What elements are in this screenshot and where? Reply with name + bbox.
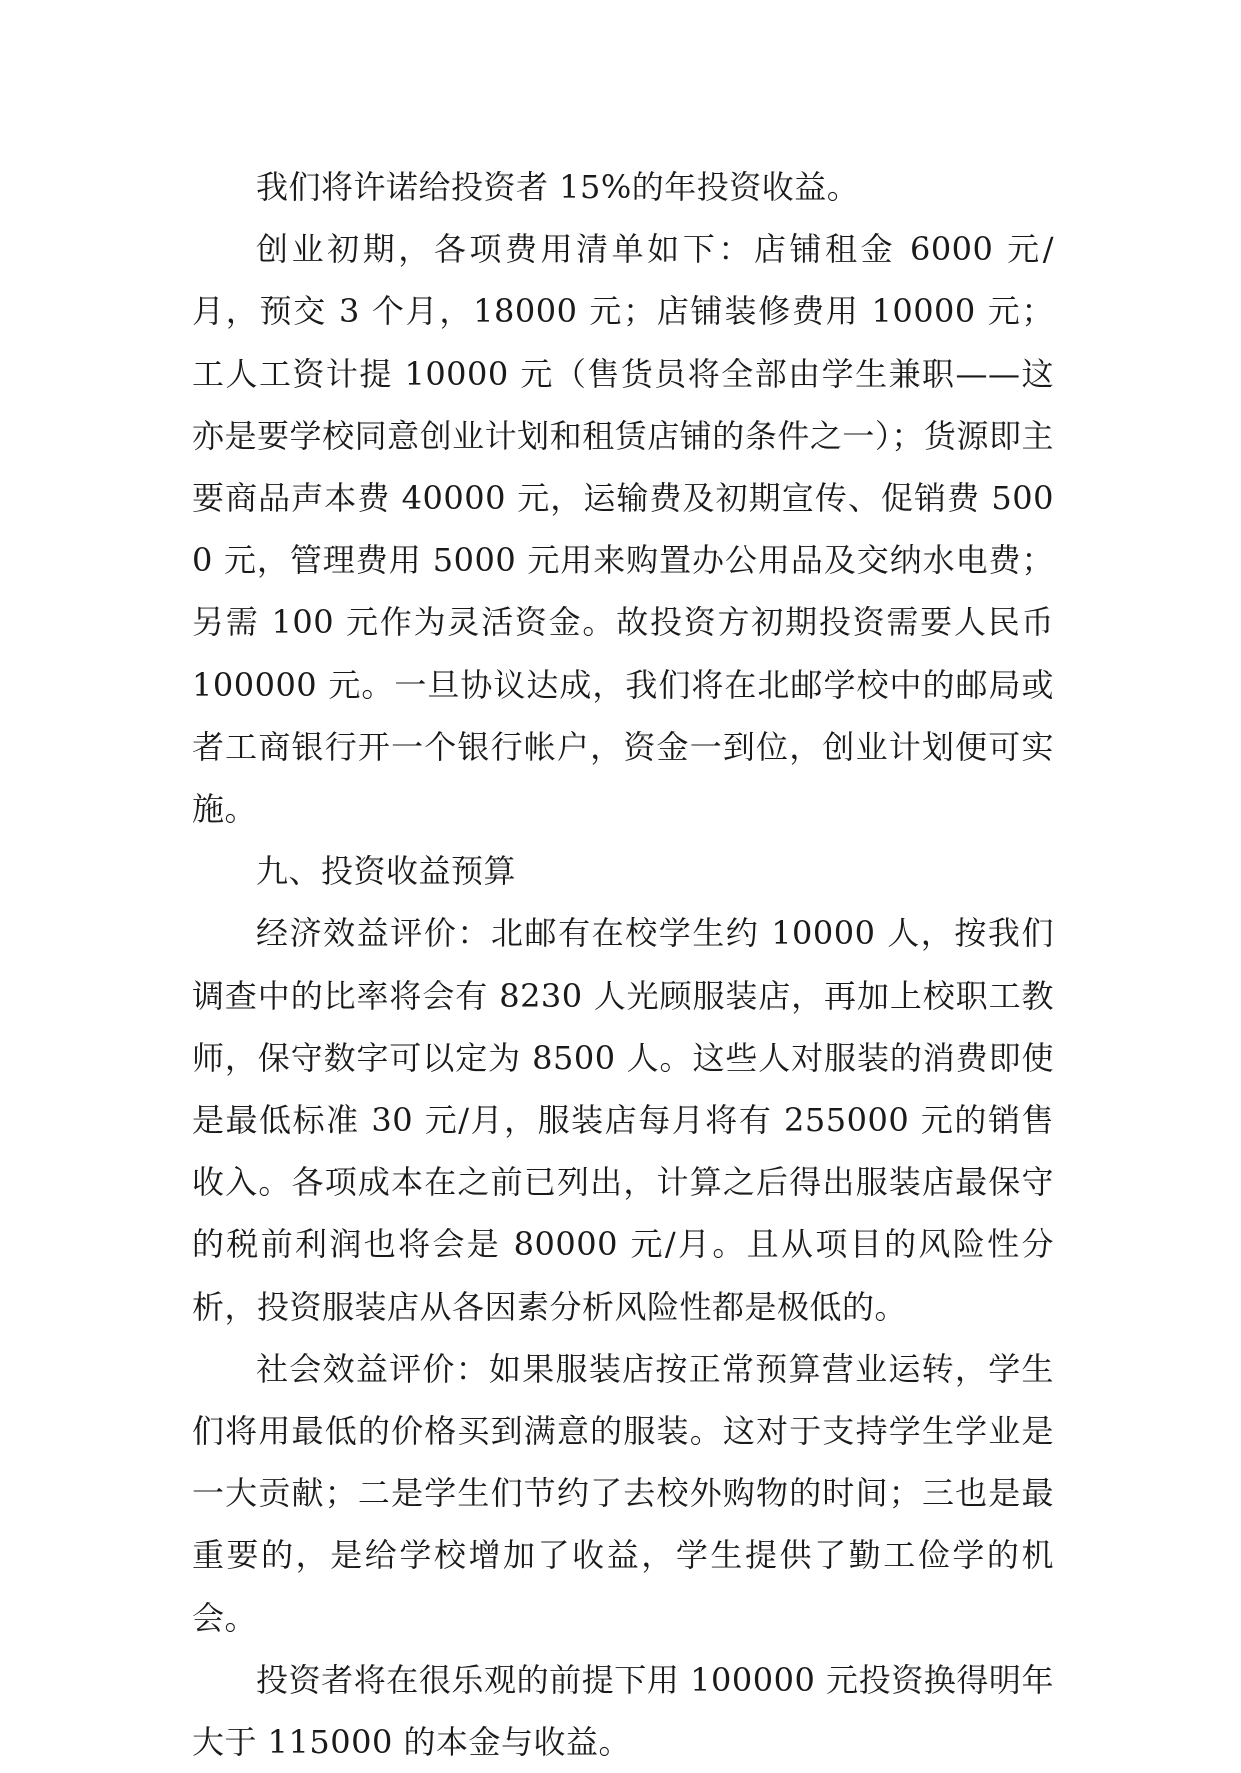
paragraph-investor-outlook: 投资者将在很乐观的前提下用 100000 元投资换得明年大于 115000 的本金与收益。 [192,1660,1054,1762]
section-heading-budget: 九、投资收益预算 [256,852,517,891]
paragraph-startup-costs: 创业初期，各项费用清单如下：店铺租金 6000 元/月，预交 3 个月，18000 元；店铺装修费用 10000 元；工人工资计提 10000 元（售货员将全部由学生兼职——这亦是要学校同意创业计划和租赁店铺的条件之一）；货源即主要商品声本费 40000 元，运输费及初期宣传、促销费 5000 元，管理费用 5000 元用来购置办公用品及交纳水电费；另需 100 元作为灵活资金。故投资方初期投资需要人民币 100000 元。一旦协议达成，我们将在北邮学校中的邮局或者工商银行开一个银行帐户，资金一到位，创业计划便可实施。 [192,230,1054,829]
document-body [192,156,1054,1773]
paragraph-social-benefit: 社会效益评价：如果服装店按正常预算营业运转，学生们将用最低的价格买到满意的服装。这对于支持学生学业是一大贡献；二是学生们节约了去校外购物的时间；三也是最重要的，是给学校增加了收益，学生提供了勤工俭学的机会。 [192,1349,1054,1637]
paragraph-economic-benefit: 经济效益评价：北邮有在校学生约 10000 人，按我们调查中的比率将会有 8230 人光顾服装店，再加上校职工教师，保守数字可以定为 8500 人。这些人对服装的消费即使是最低标准 30 元/月，服装店每月将有 255000 元的销售收入。各项成本在之前已列出，计算之后得出服装店最保守的税前利润也将会是 80000 元/月。且从项目的风险性分析，投资服装店从各因素分析风险性都是极低的。 [192,914,1054,1326]
paragraph-investment-return: 我们将许诺给投资者 15%的年投资收益。 [256,168,860,206]
